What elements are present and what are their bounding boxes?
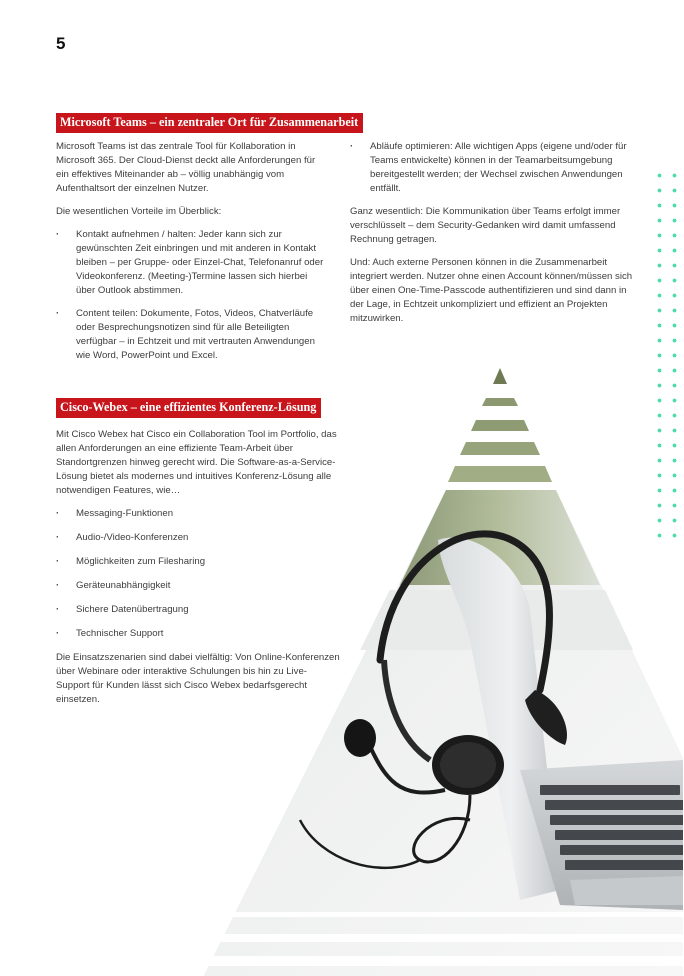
webex-column xyxy=(56,428,340,716)
webex-features-list xyxy=(56,507,340,641)
list-item: · Messaging-Funktionen xyxy=(56,507,340,521)
webex-heading: Cisco-Webex – eine effizientes Konferenz-Lösung xyxy=(56,398,321,418)
teams-right-column xyxy=(350,140,635,335)
teams-intro: Microsoft Teams ist das zentrale Tool für Kollaboration in Microsoft 365. Der Cloud-Dienst deckt alle Anforderungen für ein effektives Miteinander ab – völlig unabhängig vom Aufenthaltsort der einzelnen Nutzer. xyxy=(56,141,316,194)
teams-left-column xyxy=(56,140,328,372)
webex-intro: Mit Cisco Webex hat Cisco ein Collaboration Tool im Portfolio, das allen Anforderungen an eine effiziente Team-Arbeit über Standortgrenzen hinweg gerecht wird. Die Software-as-a-Service-Lösung bietet als modernes und intuitives Konferenz-Lösung alle notwendigen Features, wie… xyxy=(56,429,337,496)
teams-security: Ganz wesentlich: Die Kommunikation über Teams erfolgt immer verschlüsselt – dem Security-Gedanken wird damit umfassend Rechnung getragen. xyxy=(350,206,621,245)
teams-advantages-lead: Die wesentlichen Vorteile im Überblick: xyxy=(56,206,222,217)
triangle-apex xyxy=(493,368,507,384)
list-item: · Audio-/Video-Konferenzen xyxy=(56,531,340,545)
list-item: · Abläufe optimieren: Alle wichtigen Apps (eigene und/oder für Teams entwickelte) können in der Teamarbeitsumgebung bereitgestellt werden; der Wechsel zwischen Anwendungen entfällt. xyxy=(350,140,635,196)
list-item: · Technischer Support xyxy=(56,627,340,641)
teams-heading: Microsoft Teams – ein zentraler Ort für Zusammenarbeit xyxy=(56,113,363,133)
teams-external: Und: Auch externe Personen können in die Zusammenarbeit integriert werden. Nutzer ohne einen Account können/müssen sich über einen One-Time-Passcode authentifizieren und sind dann in der Lage, in Echtzeit unkompliziert und effizient an Projekten mitzuwirken. xyxy=(350,257,633,324)
page-number: 5 xyxy=(56,34,66,53)
teams-advantages-list xyxy=(56,228,328,363)
list-item: · Geräteunabhängigkeit xyxy=(56,579,340,593)
list-item: · Möglichkeiten zum Filesharing xyxy=(56,555,340,569)
webex-outro: Die Einsatzszenarien sind dabei vielfältig: Von Online-Konferenzen über Webinare oder interaktive Schulungen bis hin zu Live-Support für Kunden lässt sich Cisco Webex bedarfsgerecht einsetzen. xyxy=(56,652,340,705)
teams-right-list xyxy=(350,140,635,196)
list-item: · Sichere Datenübertragung xyxy=(56,603,340,617)
list-item: · Kontakt aufnehmen / halten: Jeder kann sich zur gewünschten Zeit einbringen und mit anderen in Kontakt bleiben – per Gruppe- oder Einzel-Chat, Telefonanruf oder Videokonferenz. (Meeting-)Termine lassen sich hierbei über Outlook abstimmen. xyxy=(56,228,328,298)
list-item: · Content teilen: Dokumente, Fotos, Videos, Chatverläufe oder Besprechungsnotizen sind für alle Beteiligten verfügbar – in Echtzeit und mit vertrauten Anwendungen wie Word, PowerPoint und Excel. xyxy=(56,307,328,363)
